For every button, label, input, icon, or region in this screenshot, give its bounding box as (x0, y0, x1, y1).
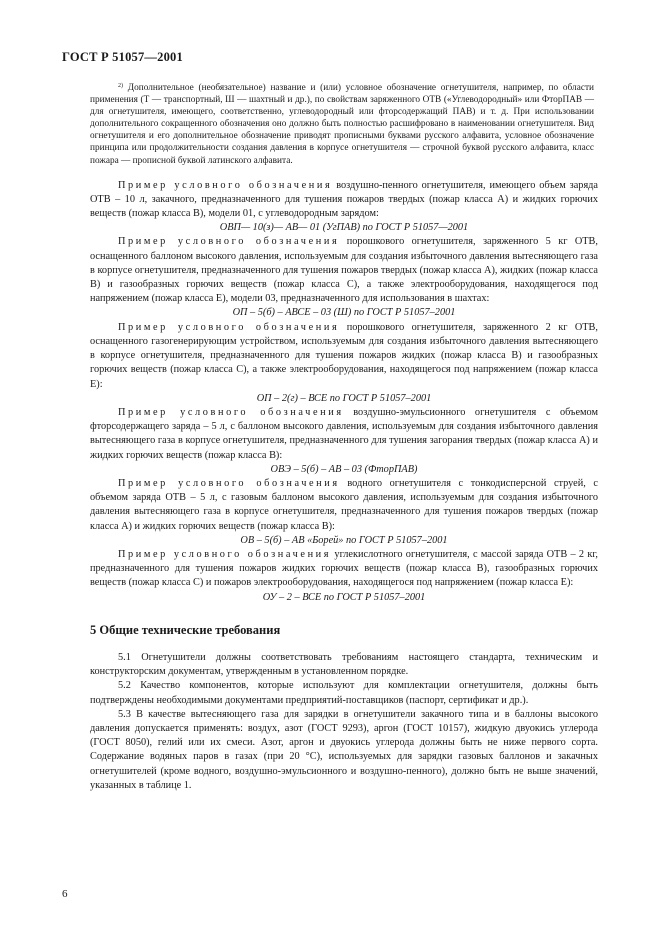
clause-5-2: 5.2 Качество компонентов, которые используют для комплектации огнетушителя, должны быть подтверждены необходимыми документами предприятий-поставщиков (паспорт, сертификат и др.). (90, 680, 598, 706)
footnote-text: Дополнительное (необязательное) название и (или) условное обозначение огнетушителя, например, по области применения (Т — транспортный, Ш — шахтный и др.), по свойствам заряженного ОТВ («Углеводородный» или ФторПАВ — для огнетушителя, имеющего, соответственно, углеводородный или фторсодержащий ПАВ) и т. д. При использовании дополнительного сокращенного обозначения оно должно быть полностью расшифровано в наименовании огнетушителя. Вид огнетушителя и его дополнительное обозначение приводят прописными буквами русского алфавита, условное обозначение принципа или продолжительности создания давления в корпусе огнетушителя — строчной буквой русского алфавита, класс пожара — прописной буквой латинского алфавита. (90, 83, 594, 166)
example-paragraph (90, 548, 598, 591)
example-1 (90, 179, 598, 236)
example-text: водного огнетушителя с тонкодисперсной струей, с объемом заряда ОТВ – 5 л, с газовым баллоном высокого давления, используемым для создания избыточного давления вытесняющего газа в корпусе огнетушителя, предназначенного для тушения пожаров твердых (пожар класса А) и жидких горючих веществ (пожар класса В): (90, 477, 598, 532)
clause-5-1: 5.1 Огнетушители должны соответствовать требованиям настоящего стандарта, техническим и конструкторским документам, утвержденным в установленном порядке. (90, 651, 598, 678)
example-text: углекислотного огнетушителя, с массой заряда ОТВ – 2 кг, предназначенного для тушения пожаров жидких горючих веществ (пожар класса В), газообразных горючих веществ (пожар класса С) и пожаров электрооборудования, находящегося под напряжением (пожар класса Е): (90, 548, 598, 589)
example-2 (90, 235, 598, 320)
example-lead: Пример условного обозначения (118, 548, 332, 560)
designation-formula: ОВ – 5(б) – АВ «Борей» по ГОСТ Р 51057–2001 (240, 534, 448, 546)
example-lead: Пример условного обозначения (118, 477, 340, 489)
example-text: воздушно-эмульсионного огнетушителя с объемом фторсодержащего заряда – 5 л, с баллоном высокого давления, используемым для создания избыточного давления вытесняющего газа в корпусе огнетушителя, предназначенного для тушения загорания твердых (пожар класса А) и жидких горючих веществ (пожар класса В): (90, 406, 598, 461)
example-lead: Пример условного обозначения (118, 321, 340, 333)
example-paragraph (90, 179, 598, 222)
example-lead: Пример условного обозначения (118, 179, 333, 191)
example-paragraph (90, 477, 598, 534)
example-text: порошкового огнетушителя, заряженного 2 кг ОТВ, оснащенного газогенерирующим устройством, используемым для создания избыточного давления вытесняющего в корпусе огнетушителя, предназначенного для тушения пожаров жидких (пожар класса В) и газообразных горючих веществ (пожар класса С), а также электрооборудования, находящегося под напряжением (пожар класса Е): (90, 321, 598, 390)
page-number: 6 (62, 888, 68, 900)
designation-formula: ОП – 2(г) – ВСЕ по ГОСТ Р 51057–2001 (256, 392, 432, 404)
example-3 (90, 321, 598, 406)
example-paragraph (90, 321, 598, 392)
designation-formula: ОУ – 2 – ВСЕ по ГОСТ Р 51057–2001 (262, 591, 426, 603)
example-5 (90, 477, 598, 548)
designation-formula: ОВП— 10(з)— АВ— 01 (УгПАВ) по ГОСТ Р 51057—2001 (219, 222, 469, 234)
example-6 (90, 548, 598, 605)
example-4 (90, 406, 598, 477)
designation-formula: ОВЭ – 5(б) – АВ – 03 (ФторПАВ) (270, 463, 418, 475)
section-title: 5 Общие технические требования (90, 622, 281, 637)
example-paragraph (90, 235, 598, 306)
example-lead: Пример условного обозначения (118, 406, 344, 418)
example-lead: Пример условного обозначения (118, 236, 340, 248)
page-body (90, 80, 598, 793)
example-text: порошкового огнетушителя, заряженного 5 кг ОТВ, оснащенного баллоном высокого давления, используемым для создания избыточного давления вытесняющего газа в корпусе огнетушителя, предназначенного для тушения пожаров твердых (пожар класса А), жидких (пожар класса В) и газообразных горючих веществ (пожар класса С), а также электрооборудования, находящегося под напряжением (пожар класса Е), модели 03, предназначенного для использования в шахтах: (90, 236, 598, 305)
example-text: воздушно-пенного огнетушителя, имеющего объем заряда ОТВ – 10 л, закачного, предназначенного для тушения пожаров твердых (пожар класса А) и жидких горючих веществ (пожар класса В), модели 01, с углеводородным зарядом: (90, 179, 598, 220)
designation-formula: ОП – 5(б) – АВСЕ – 03 (Ш) по ГОСТ Р 51057–2001 (232, 307, 456, 319)
document-code: ГОСТ Р 51057—2001 (62, 50, 183, 64)
footnote-mark: 2) (118, 83, 123, 89)
example-paragraph (90, 406, 598, 463)
clause-5-3: 5.3 В качестве вытесняющего газа для зарядки в огнетушители закачного типа и в баллоны высокого давления допускается применять: воздух, азот (ГОСТ 9293), аргон (ГОСТ 10157), жидкую двуокись углерода (ГОСТ 8050), гелий или их смеси. Азот, аргон и двуокись углерода должны быть не ниже первого сорта. Содержание водяных паров в газах (при 20 °С), используемых для зарядки газовых баллонов и закачных огнетушителей (кроме водного, воздушно-эмульсионного и воздушно-пенного), должно быть не выше значений, указанных в таблице 1. (90, 708, 598, 791)
footnote (90, 80, 598, 167)
